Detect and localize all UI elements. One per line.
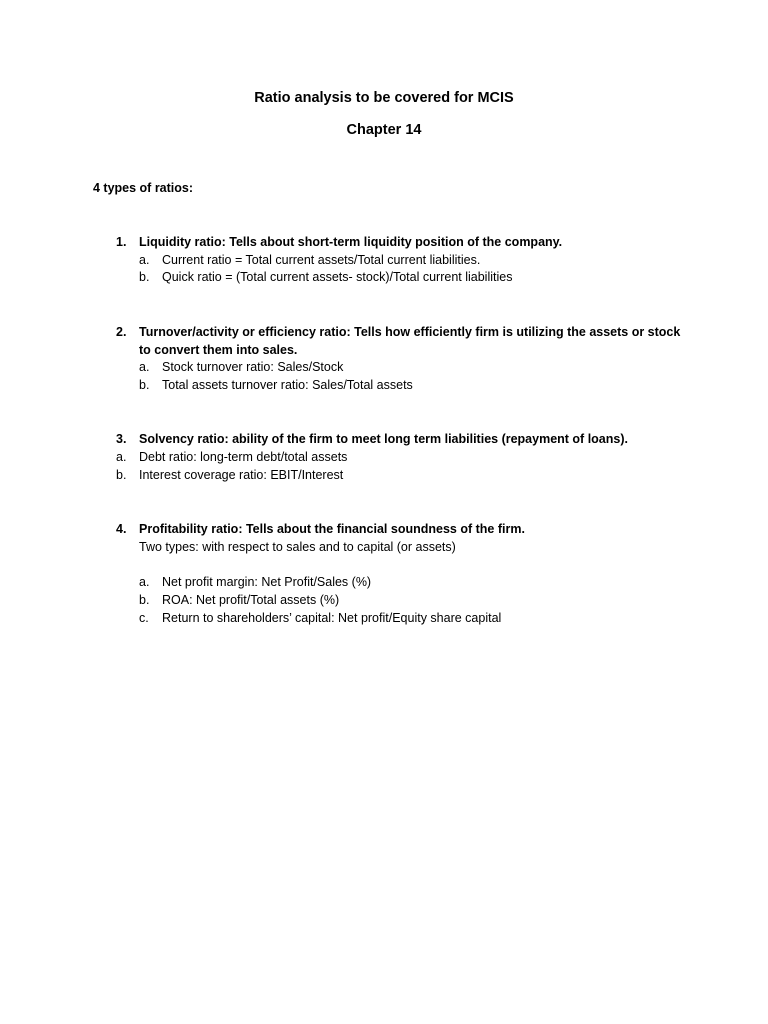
list-item: Net profit margin: Net Profit/Sales (%) [162, 575, 372, 589]
list-item: Current ratio = Total current assets/Total current liabilities. [162, 253, 481, 267]
list-item: Return to shareholders’ capital: Net profit/Equity share capital [162, 611, 502, 625]
list-item-letter: a. [139, 575, 150, 589]
section-heading: Profitability ratio: Tells about the financial soundness of the firm. [139, 522, 525, 536]
list-item-letter: a. [139, 253, 150, 267]
section-heading: Turnover/activity or efficiency ratio: Tells how efficiently firm is utilizing the assets or stock [139, 325, 681, 339]
intro-text: 4 types of ratios: [93, 181, 194, 195]
list-item: Debt ratio: long-term debt/total assets [139, 450, 348, 464]
section-heading-continued: to convert them into sales. [139, 343, 298, 357]
list-item-letter: b. [139, 270, 150, 284]
list-item-letter: b. [139, 593, 150, 607]
list-item-letter: b. [116, 468, 127, 482]
list-item: Quick ratio = (Total current assets- stock)/Total current liabilities [162, 270, 513, 284]
section-subtext: Two types: with respect to sales and to capital (or assets) [139, 540, 456, 554]
section-heading: Solvency ratio: ability of the firm to meet long term liabilities (repayment of loans). [139, 432, 628, 446]
section-number: 2. [116, 325, 127, 339]
list-item: Interest coverage ratio: EBIT/Interest [139, 468, 344, 482]
list-item-letter: b. [139, 378, 150, 392]
list-item-letter: c. [139, 611, 149, 625]
list-item: ROA: Net profit/Total assets (%) [162, 593, 340, 607]
section-number: 3. [116, 432, 127, 446]
section-number: 4. [116, 522, 127, 536]
section-number: 1. [116, 235, 127, 249]
section-heading: Liquidity ratio: Tells about short-term liquidity position of the company. [139, 235, 563, 249]
list-item: Stock turnover ratio: Sales/Stock [162, 360, 344, 374]
list-item: Total assets turnover ratio: Sales/Total assets [162, 378, 413, 392]
document-title: Ratio analysis to be covered for MCIS [254, 90, 514, 106]
list-item-letter: a. [116, 450, 127, 464]
chapter-heading: Chapter 14 [346, 122, 422, 138]
list-item-letter: a. [139, 360, 150, 374]
